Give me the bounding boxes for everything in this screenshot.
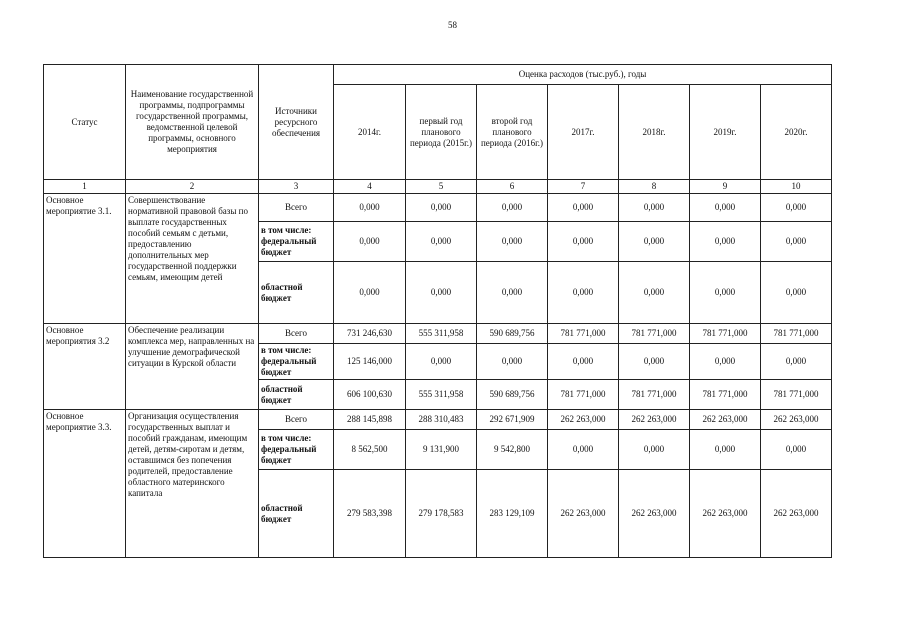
expense-value: 125 146,000 — [334, 344, 406, 380]
expense-value: 0,000 — [548, 430, 619, 470]
funding-source: Всего — [259, 194, 334, 222]
expense-value: 283 129,109 — [477, 470, 548, 558]
expense-value: 781 771,000 — [619, 380, 690, 410]
expense-value: 0,000 — [406, 222, 477, 262]
expense-value: 781 771,000 — [761, 324, 832, 344]
column-number: 8 — [619, 180, 690, 194]
expense-value: 0,000 — [548, 344, 619, 380]
column-number: 7 — [548, 180, 619, 194]
expense-value: 0,000 — [477, 262, 548, 324]
expense-value: 288 310,483 — [406, 410, 477, 430]
header-estimate: Оценка расходов (тыс.руб.), годы — [334, 65, 832, 85]
budget-table — [43, 64, 832, 558]
expense-value: 0,000 — [334, 222, 406, 262]
expense-value: 555 311,958 — [406, 324, 477, 344]
expense-value: 0,000 — [477, 194, 548, 222]
expense-value: 0,000 — [761, 262, 832, 324]
expense-value: 0,000 — [619, 262, 690, 324]
expense-value: 0,000 — [477, 222, 548, 262]
expense-value: 262 263,000 — [761, 410, 832, 430]
funding-source: областной бюджет — [259, 262, 334, 324]
expense-value: 0,000 — [690, 430, 761, 470]
expense-value: 0,000 — [690, 344, 761, 380]
measure-name: Совершенствование нормативной правовой базы по выплате государственных пособий семьям с детьми, предоставлению дополнительных мер государственной поддержки семьям, имеющим детей — [126, 194, 259, 324]
header-status: Статус — [44, 65, 126, 180]
expense-value: 781 771,000 — [548, 380, 619, 410]
column-number: 10 — [761, 180, 832, 194]
expense-value: 262 263,000 — [690, 410, 761, 430]
funding-source: областной бюджет — [259, 380, 334, 410]
expense-value: 0,000 — [406, 344, 477, 380]
expense-value: 0,000 — [761, 344, 832, 380]
expense-value: 781 771,000 — [761, 380, 832, 410]
header-year: 2017г. — [548, 85, 619, 180]
funding-source: Всего — [259, 410, 334, 430]
expense-value: 590 689,756 — [477, 324, 548, 344]
expense-value: 8 562,500 — [334, 430, 406, 470]
measure-status: Основное мероприятие 3.3. — [44, 410, 126, 558]
funding-source: в том числе: федеральный бюджет — [259, 344, 334, 380]
header-year: 2020г. — [761, 85, 832, 180]
column-number-row — [44, 180, 832, 194]
expense-value: 0,000 — [619, 222, 690, 262]
expense-value: 0,000 — [406, 262, 477, 324]
funding-source: Всего — [259, 324, 334, 344]
column-number: 3 — [259, 180, 334, 194]
expense-value: 9 131,900 — [406, 430, 477, 470]
expense-value: 262 263,000 — [761, 470, 832, 558]
expense-value: 0,000 — [548, 262, 619, 324]
column-number: 1 — [44, 180, 126, 194]
expense-value: 731 246,630 — [334, 324, 406, 344]
header-year: второй год планового периода (2016г.) — [477, 85, 548, 180]
expense-value: 0,000 — [334, 262, 406, 324]
expense-value: 0,000 — [548, 222, 619, 262]
expense-value: 555 311,958 — [406, 380, 477, 410]
measure-name: Организация осуществления государственных выплат и пособий гражданам, имеющим детей, детям-сиротам и детям, оставшимся без попечения родителей, предоставление областного материнского капитала — [126, 410, 259, 558]
expense-value: 781 771,000 — [619, 324, 690, 344]
expense-value: 0,000 — [619, 194, 690, 222]
expense-value: 590 689,756 — [477, 380, 548, 410]
expense-value: 0,000 — [761, 222, 832, 262]
funding-source: в том числе: федеральный бюджет — [259, 222, 334, 262]
header-sources: Источники ресурсного обеспечения — [259, 65, 334, 180]
expense-value: 0,000 — [619, 430, 690, 470]
expense-value: 0,000 — [690, 194, 761, 222]
column-number: 2 — [126, 180, 259, 194]
measure-status: Основное мероприятие 3.1. — [44, 194, 126, 324]
expense-value: 279 583,398 — [334, 470, 406, 558]
table-row — [44, 410, 832, 430]
expense-value: 0,000 — [761, 430, 832, 470]
expense-value: 781 771,000 — [548, 324, 619, 344]
expense-value: 0,000 — [477, 344, 548, 380]
expense-value: 262 263,000 — [548, 470, 619, 558]
expense-value: 606 100,630 — [334, 380, 406, 410]
header-year: 2014г. — [334, 85, 406, 180]
expense-value: 0,000 — [761, 194, 832, 222]
expense-value: 781 771,000 — [690, 324, 761, 344]
expense-value: 0,000 — [334, 194, 406, 222]
expense-value: 292 671,909 — [477, 410, 548, 430]
funding-source: областной бюджет — [259, 470, 334, 558]
expense-value: 262 263,000 — [548, 410, 619, 430]
expense-value: 262 263,000 — [619, 410, 690, 430]
header-name: Наименование государственной программы, подпрограммы государственной программы, ведомственной целевой программы, основного мероприятия — [126, 65, 259, 180]
column-number: 4 — [334, 180, 406, 194]
expense-value: 0,000 — [690, 222, 761, 262]
expense-value: 279 178,583 — [406, 470, 477, 558]
header-year: 2019г. — [690, 85, 761, 180]
column-number: 5 — [406, 180, 477, 194]
expense-value: 262 263,000 — [690, 470, 761, 558]
header-year: первый год планового периода (2015г.) — [406, 85, 477, 180]
expense-value: 0,000 — [406, 194, 477, 222]
expense-value: 0,000 — [548, 194, 619, 222]
page-number: 58 — [448, 20, 457, 30]
expense-value: 9 542,800 — [477, 430, 548, 470]
column-number: 9 — [690, 180, 761, 194]
measure-status: Основное мероприятия 3.2 — [44, 324, 126, 410]
measure-name: Обеспечение реализации комплекса мер, направленных на улучшение демографической ситуации в Курской области — [126, 324, 259, 410]
expense-value: 288 145,898 — [334, 410, 406, 430]
column-number: 6 — [477, 180, 548, 194]
expense-value: 0,000 — [619, 344, 690, 380]
expense-value: 262 263,000 — [619, 470, 690, 558]
expense-value: 0,000 — [690, 262, 761, 324]
table-row — [44, 324, 832, 344]
funding-source: в том числе: федеральный бюджет — [259, 430, 334, 470]
expense-value: 781 771,000 — [690, 380, 761, 410]
header-year: 2018г. — [619, 85, 690, 180]
table-row — [44, 194, 832, 222]
